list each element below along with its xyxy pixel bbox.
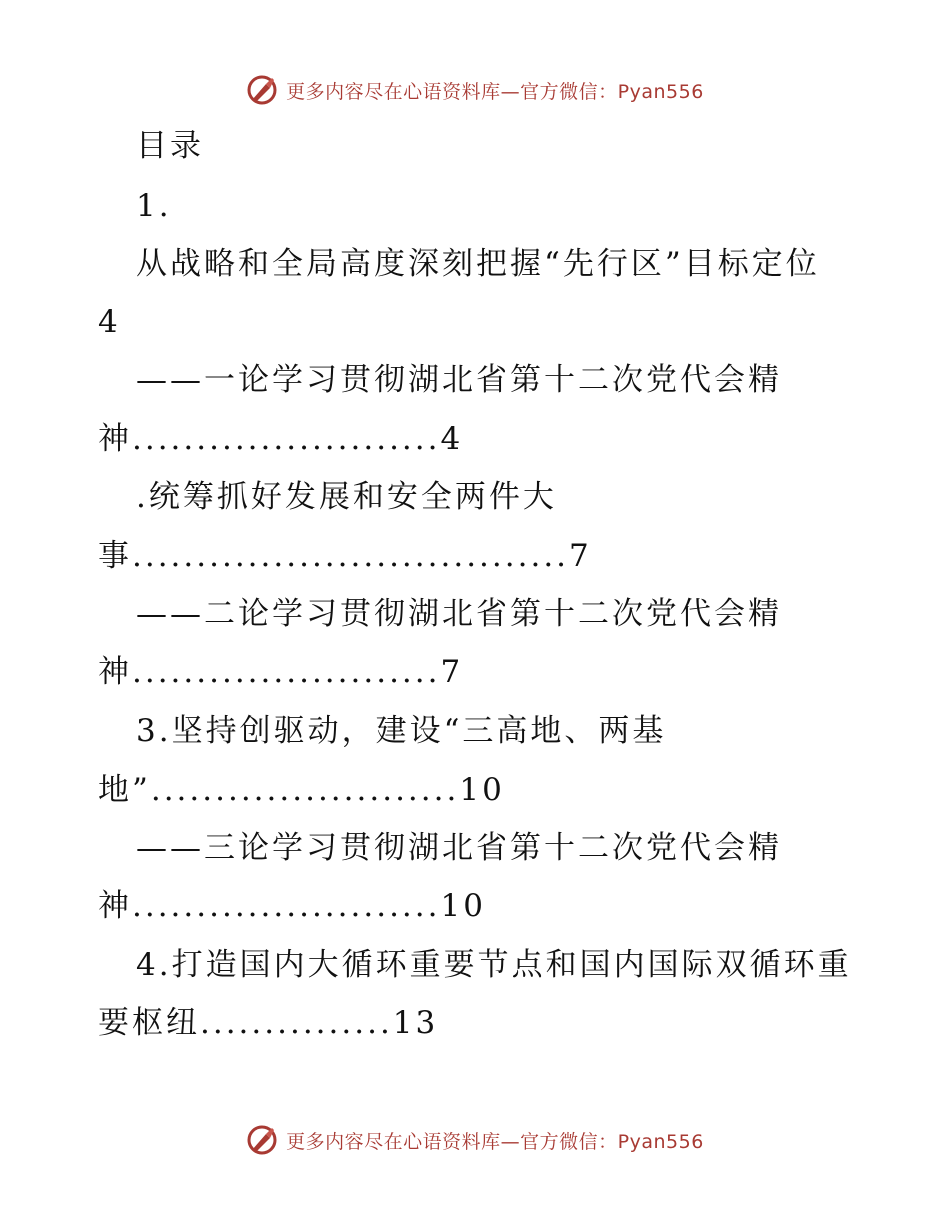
footer-banner xyxy=(0,1120,950,1160)
toc-line: 神........................7 xyxy=(98,654,464,690)
toc-line: 4 xyxy=(98,304,121,340)
toc-line: 地”........................10 xyxy=(98,772,505,808)
toc-line: ——一论学习贯彻湖北省第十二次党代会精 xyxy=(136,362,782,398)
pen-logo-icon xyxy=(246,1124,278,1156)
toc-line: 1. xyxy=(136,188,172,224)
pen-logo-icon xyxy=(246,74,278,106)
toc-line: 要枢纽...............13 xyxy=(98,1005,439,1041)
toc-line: 事..................................7 xyxy=(98,538,592,574)
toc-line: 神........................4 xyxy=(98,421,464,457)
header-banner xyxy=(0,70,950,110)
toc-line: ——三论学习贯彻湖北省第十二次党代会精 xyxy=(136,830,782,866)
toc-line: .统筹抓好发展和安全两件大 xyxy=(136,479,557,515)
toc-line: 从战略和全局高度深刻把握“先行区”目标定位 xyxy=(136,246,820,282)
toc-title: 目录 xyxy=(136,128,204,164)
toc-line: 神........................10 xyxy=(98,888,486,924)
toc-line: 3.坚持创驱动，建设“三高地、两基 xyxy=(136,713,667,749)
banner-text: 更多内容尽在心语资料库—官方微信：Pyan556 xyxy=(286,1130,704,1153)
banner-text: 更多内容尽在心语资料库—官方微信：Pyan556 xyxy=(286,80,704,103)
toc-line: 4.打造国内大循环重要节点和国内国际双循环重 xyxy=(136,947,852,983)
toc-line: ——二论学习贯彻湖北省第十二次党代会精 xyxy=(136,596,782,632)
